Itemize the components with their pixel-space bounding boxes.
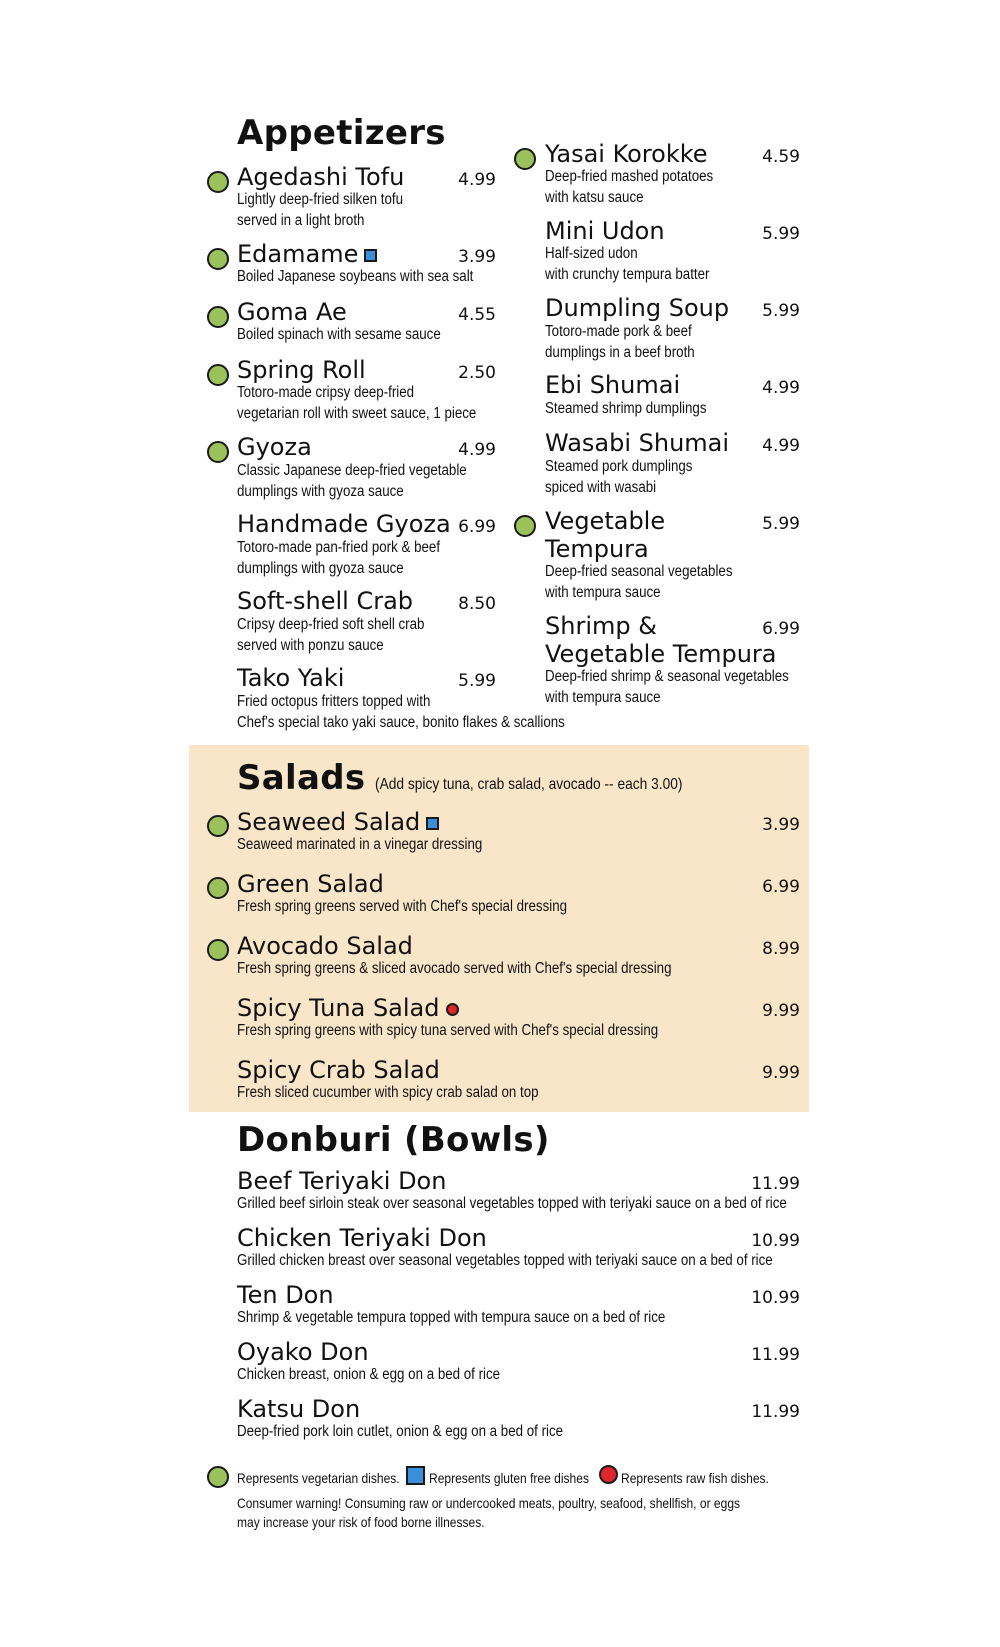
item-name: Soft-shell Crab bbox=[237, 587, 414, 615]
item-description: Totoro-made pork & beef bbox=[545, 323, 692, 340]
item-name: Spicy Crab Salad bbox=[237, 1056, 440, 1084]
item-price: 6.99 bbox=[762, 877, 800, 897]
item-name: Vegetable Tempura bbox=[545, 640, 777, 668]
item-description: Fresh spring greens with spicy tuna served with Chef's special dressing bbox=[237, 1022, 659, 1039]
item-name: Goma Ae bbox=[237, 298, 347, 326]
item-price: 4.99 bbox=[762, 378, 800, 398]
item-price: 3.99 bbox=[762, 815, 800, 835]
item-name: Oyako Don bbox=[237, 1338, 369, 1366]
item-description: Lightly deep-fried silken tofu bbox=[237, 191, 403, 208]
item-price: 11.99 bbox=[751, 1345, 800, 1365]
item-description: Shrimp & vegetable tempura topped with tempura sauce on a bed of rice bbox=[237, 1309, 666, 1326]
salads-heading: Salads bbox=[237, 758, 366, 798]
vegetarian-icon bbox=[207, 939, 229, 961]
item-name: Vegetable bbox=[545, 507, 666, 535]
item-description: Fresh spring greens & sliced avocado served with Chef's special dressing bbox=[237, 960, 672, 977]
item-name: Tako Yaki bbox=[237, 664, 345, 692]
item-description: with katsu sauce bbox=[545, 189, 644, 206]
item-description: Fresh sliced cucumber with spicy crab salad on top bbox=[237, 1084, 539, 1101]
item-description: Totoro-made cripsy deep-fried bbox=[237, 384, 415, 401]
item-description: Classic Japanese deep-fried vegetable bbox=[237, 462, 467, 479]
item-description: Half-sized udon bbox=[545, 245, 638, 262]
item-price: 4.55 bbox=[458, 305, 496, 325]
item-description: vegetarian roll with sweet sauce, 1 piece bbox=[237, 405, 477, 422]
item-price: 8.99 bbox=[762, 939, 800, 959]
item-price: 9.99 bbox=[762, 1001, 800, 1021]
vegetarian-icon bbox=[207, 248, 229, 270]
item-price: 5.99 bbox=[762, 514, 800, 534]
item-name: Wasabi Shumai bbox=[545, 429, 730, 457]
item-name: Katsu Don bbox=[237, 1395, 361, 1423]
item-price: 8.50 bbox=[458, 594, 496, 614]
item-price: 11.99 bbox=[751, 1174, 800, 1194]
item-description: Deep-fried mashed potatoes bbox=[545, 168, 714, 185]
item-name: Mini Udon bbox=[545, 217, 665, 245]
raw-fish-icon bbox=[599, 1465, 618, 1484]
item-description: with tempura sauce bbox=[545, 689, 661, 706]
item-price: 9.99 bbox=[762, 1063, 800, 1083]
item-name: Spicy Tuna Salad bbox=[237, 994, 459, 1022]
vegetarian-icon bbox=[207, 306, 229, 328]
legend-vegetarian: Represents vegetarian dishes. bbox=[237, 1470, 400, 1486]
item-price: 4.99 bbox=[458, 440, 496, 460]
item-description: Totoro-made pan-fried pork & beef bbox=[237, 539, 441, 556]
vegetarian-icon bbox=[514, 515, 536, 537]
item-price: 2.50 bbox=[458, 363, 496, 383]
item-price: 4.99 bbox=[458, 170, 496, 190]
item-description: dumplings with gyoza sauce bbox=[237, 560, 404, 577]
item-description: Grilled beef sirloin steak over seasonal vegetables topped with teriyaki sauce on a bed of rice bbox=[237, 1195, 787, 1212]
item-name: Beef Teriyaki Don bbox=[237, 1167, 447, 1195]
item-name: Avocado Salad bbox=[237, 932, 413, 960]
vegetarian-icon bbox=[207, 815, 229, 837]
item-description: Chicken breast, onion & egg on a bed of rice bbox=[237, 1366, 501, 1383]
gluten-free-icon bbox=[364, 249, 377, 262]
item-description: dumplings in a beef broth bbox=[545, 344, 695, 361]
item-price: 6.99 bbox=[762, 619, 800, 639]
donburi-heading: Donburi (Bowls) bbox=[237, 1120, 550, 1160]
item-description: Deep-fried seasonal vegetables bbox=[545, 563, 733, 580]
item-name: Dumpling Soup bbox=[545, 294, 730, 322]
item-name: Gyoza bbox=[237, 433, 312, 461]
item-description: served with ponzu sauce bbox=[237, 637, 384, 654]
vegetarian-icon bbox=[207, 364, 229, 386]
item-price: 5.99 bbox=[458, 671, 496, 691]
appetizers-heading: Appetizers bbox=[237, 113, 446, 153]
item-description: Seaweed marinated in a vinegar dressing bbox=[237, 836, 483, 853]
vegetarian-icon bbox=[207, 441, 229, 463]
item-description: dumplings with gyoza sauce bbox=[237, 483, 404, 500]
item-name: Seaweed Salad bbox=[237, 808, 439, 836]
item-name: Ebi Shumai bbox=[545, 371, 681, 399]
item-description: Steamed shrimp dumplings bbox=[545, 400, 707, 417]
gluten-free-icon bbox=[406, 1466, 425, 1485]
item-description: spiced with wasabi bbox=[545, 479, 657, 496]
item-description: Cripsy deep-fried soft shell crab bbox=[237, 616, 425, 633]
vegetarian-icon bbox=[207, 877, 229, 899]
item-description: Steamed pork dumplings bbox=[545, 458, 693, 475]
item-description: Chef's special tako yaki sauce, bonito flakes & scallions bbox=[237, 714, 565, 731]
item-price: 10.99 bbox=[751, 1231, 800, 1251]
item-price: 4.59 bbox=[762, 147, 800, 167]
consumer-warning: Consumer warning! Consuming raw or undercooked meats, poultry, seafood, shellfish, or eggs bbox=[237, 1495, 741, 1511]
legend-raw-fish: Represents raw fish dishes. bbox=[621, 1470, 769, 1486]
item-name: Ten Don bbox=[237, 1281, 334, 1309]
item-description: Boiled Japanese soybeans with sea salt bbox=[237, 268, 474, 285]
item-description: with crunchy tempura batter bbox=[545, 266, 710, 283]
item-description: with tempura sauce bbox=[545, 584, 661, 601]
item-description: Deep-fried pork loin cutlet, onion & egg on a bed of rice bbox=[237, 1423, 564, 1440]
item-price: 6.99 bbox=[458, 517, 496, 537]
salads-header bbox=[237, 758, 732, 798]
item-description: Fresh spring greens served with Chef's special dressing bbox=[237, 898, 568, 915]
item-price: 10.99 bbox=[751, 1288, 800, 1308]
item-name: Tempura bbox=[545, 535, 649, 563]
item-name: Handmade Gyoza bbox=[237, 510, 451, 538]
item-name: Shrimp & bbox=[545, 612, 657, 640]
item-description: Grilled chicken breast over seasonal vegetables topped with teriyaki sauce on a bed of rice bbox=[237, 1252, 773, 1269]
item-price: 4.99 bbox=[762, 436, 800, 456]
consumer-warning: may increase your risk of food borne illnesses. bbox=[237, 1514, 485, 1530]
item-name: Chicken Teriyaki Don bbox=[237, 1224, 487, 1252]
vegetarian-icon bbox=[207, 171, 229, 193]
item-description: Deep-fried shrimp & seasonal vegetables bbox=[545, 668, 789, 685]
item-price: 11.99 bbox=[751, 1402, 800, 1422]
item-price: 3.99 bbox=[458, 247, 496, 267]
salads-note: (Add spicy tuna, crab salad, avocado -- each 3.00) bbox=[374, 776, 682, 793]
item-name: Spring Roll bbox=[237, 356, 366, 384]
item-description: served in a light broth bbox=[237, 212, 365, 229]
vegetarian-icon bbox=[514, 148, 536, 170]
vegetarian-icon bbox=[207, 1466, 229, 1488]
item-name: Green Salad bbox=[237, 870, 384, 898]
item-price: 5.99 bbox=[762, 301, 800, 321]
item-description: Boiled spinach with sesame sauce bbox=[237, 326, 441, 343]
legend-gluten-free: Represents gluten free dishes bbox=[429, 1470, 589, 1486]
item-description: Fried octopus fritters topped with bbox=[237, 693, 431, 710]
item-name: Agedashi Tofu bbox=[237, 163, 405, 191]
item-price: 5.99 bbox=[762, 224, 800, 244]
raw-fish-icon bbox=[446, 1003, 459, 1016]
item-name: Edamame bbox=[237, 240, 377, 268]
gluten-free-icon bbox=[426, 817, 439, 830]
item-name: Yasai Korokke bbox=[545, 140, 708, 168]
